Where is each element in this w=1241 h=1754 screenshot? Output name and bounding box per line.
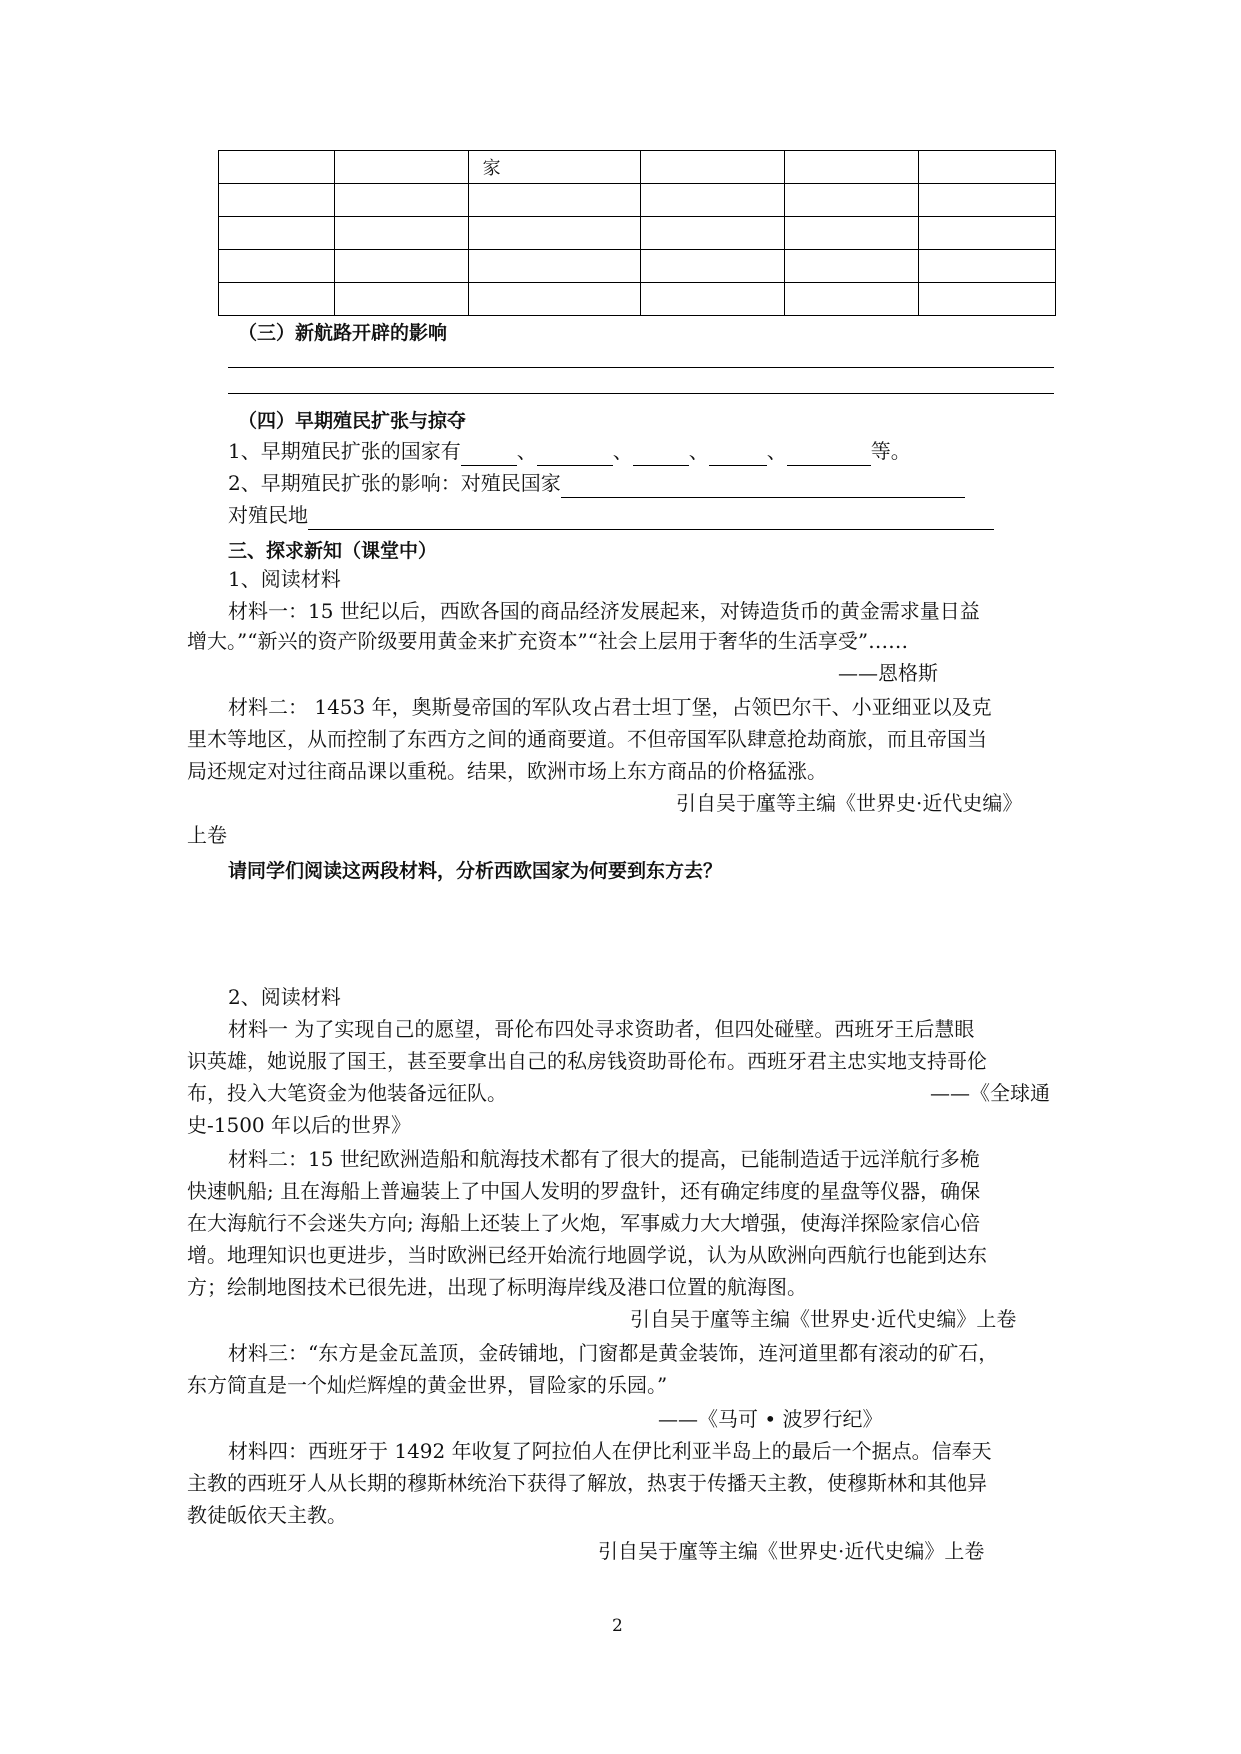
table-cell (785, 283, 919, 316)
page-number: 2 (612, 1616, 623, 1636)
source-citation: 上卷 (187, 823, 227, 847)
source-citation: ——《马可 • 波罗行纪》 (658, 1407, 883, 1431)
table-cell (919, 283, 1056, 316)
separator: 、 (516, 439, 537, 463)
table-cell (641, 151, 785, 184)
text-line: 增。地理知识也更进步，当时欧洲已经开始流行地圆学说，认为从欧洲向西航行也能到达东 (187, 1243, 987, 1267)
blank-field[interactable] (633, 441, 689, 466)
blank-field[interactable] (308, 505, 994, 530)
fill-line-impact-colonies (228, 500, 994, 530)
table-row (219, 217, 1056, 250)
text-line: 材料二： 1453 年，奥斯曼帝国的军队攻占君士坦丁堡，占领巴尔干、小亚细亚以及克 (228, 695, 992, 719)
reading-title: 1、阅读材料 (228, 567, 341, 591)
table-cell (785, 250, 919, 283)
table-cell (219, 250, 335, 283)
source-citation: 史-1500 年以后的世界》 (187, 1113, 412, 1137)
text-line: 快速帆船; 且在海船上普遍装上了中国人发明的罗盘针，还有确定纬度的星盘等仪器，确保 (187, 1179, 981, 1203)
text-line: 布，投入大笔资金为他装备远征队。 (187, 1081, 507, 1105)
part-heading: 三、探求新知（课堂中） (228, 540, 438, 562)
table-cell (334, 250, 468, 283)
blank-field[interactable] (461, 441, 517, 466)
answer-line[interactable] (228, 393, 1054, 394)
source-citation: ——恩格斯 (838, 661, 938, 685)
table-cell (785, 184, 919, 217)
item-label: 2、早期殖民扩张的影响：对殖民国家 (228, 471, 561, 495)
table-cell (468, 184, 641, 217)
blank-field[interactable] (537, 441, 613, 466)
table-cell (919, 151, 1056, 184)
table-cell (334, 217, 468, 250)
table-cell (468, 283, 641, 316)
table-cell: 家 (468, 151, 641, 184)
table-cell (919, 250, 1056, 283)
table-cell (468, 217, 641, 250)
text-line: 主教的西班牙人从长期的穆斯林统治下获得了解放，热衷于传播天主教，使穆斯林和其他异 (187, 1471, 987, 1495)
text-line: 识英雄，她说服了国王，甚至要拿出自己的私房钱资助哥伦布。西班牙君主忠实地支持哥伦 (187, 1049, 987, 1073)
table-cell (219, 151, 335, 184)
table-cell (219, 283, 335, 316)
table-cell (219, 184, 335, 217)
table-cell (641, 250, 785, 283)
table-cell (641, 283, 785, 316)
source-citation: 引自吴于廑等主编《世界史·近代史编》上卷 (598, 1539, 985, 1563)
answer-table (218, 150, 1056, 316)
text-line: 在大海航行不会迷失方向; 海船上还装上了火炮，军事威力大大增强，使海洋探险家信心倍 (187, 1211, 981, 1235)
text-line: 材料四：西班牙于 1492 年收复了阿拉伯人在伊比利亚半岛上的最后一个据点。信奉天 (228, 1439, 992, 1463)
table-cell (785, 217, 919, 250)
table-cell (334, 151, 468, 184)
source-citation: 引自吴于廑等主编《世界史·近代史编》 (676, 791, 1023, 815)
table-row (219, 151, 1056, 184)
table-cell (919, 184, 1056, 217)
table-cell (468, 250, 641, 283)
table-row (219, 250, 1056, 283)
source-citation: ——《全球通 (930, 1081, 1050, 1105)
item-label: 1、早期殖民扩张的国家有 (228, 439, 461, 463)
text-line: 增大。”“新兴的资产阶级要用黄金来扩充资本”“社会上层用于奢华的生活享受”…… (187, 629, 909, 653)
table-cell (334, 283, 468, 316)
text-line: 局还规定对过往商品课以重税。结果，欧洲市场上东方商品的价格猛涨。 (187, 759, 827, 783)
question-prompt: 请同学们阅读这两段材料，分析西欧国家为何要到东方去？ (228, 860, 723, 882)
text-line: 方；绘制地图技术已很先进，出现了标明海岸线及港口位置的航海图。 (187, 1275, 807, 1299)
blank-field[interactable] (709, 441, 767, 466)
reading-title: 2、阅读材料 (228, 985, 341, 1009)
answer-line[interactable] (228, 367, 1054, 368)
text-line: 材料三：“东方是金瓦盖顶，金砖铺地，门窗都是黄金装饰，连河道里都有滚动的矿石， (228, 1341, 999, 1365)
blank-field[interactable] (787, 441, 871, 466)
table-cell (219, 217, 335, 250)
fill-line-impact-colonizers (228, 468, 965, 498)
table-cell (641, 217, 785, 250)
table-cell (334, 184, 468, 217)
text-line: 材料二：15 世纪欧洲造船和航海技术都有了很大的提高，已能制造适于远洋航行多桅 (228, 1147, 980, 1171)
text-line: 东方简直是一个灿烂辉煌的黄金世界，冒险家的乐园。” (187, 1373, 668, 1397)
table-row (219, 283, 1056, 316)
separator: 、 (612, 439, 633, 463)
item-label: 对殖民地 (228, 503, 308, 527)
table-cell (919, 217, 1056, 250)
section-heading-colonial: （四）早期殖民扩张与掠夺 (238, 410, 467, 432)
fill-line-countries (228, 436, 911, 466)
table-row (219, 184, 1056, 217)
section-heading-impact: （三）新航路开辟的影响 (238, 322, 448, 344)
text-line: 材料一：15 世纪以后，西欧各国的商品经济发展起来，对铸造货币的黄金需求量日益 (228, 599, 980, 623)
separator: 、 (688, 439, 709, 463)
table-cell (785, 151, 919, 184)
text-line: 里木等地区，从而控制了东西方之间的通商要道。不但帝国军队肆意抢劫商旅，而且帝国当 (187, 727, 987, 751)
separator: 、 (766, 439, 787, 463)
item-suffix: 等。 (870, 439, 911, 463)
source-citation: 引自吴于廑等主编《世界史·近代史编》上卷 (630, 1307, 1017, 1331)
text-line: 材料一 为了实现自己的愿望，哥伦布四处寻求资助者，但四处碰壁。西班牙王后慧眼 (228, 1017, 975, 1041)
text-line: 教徒皈依天主教。 (187, 1503, 347, 1527)
table-cell (641, 184, 785, 217)
blank-field[interactable] (561, 473, 965, 498)
